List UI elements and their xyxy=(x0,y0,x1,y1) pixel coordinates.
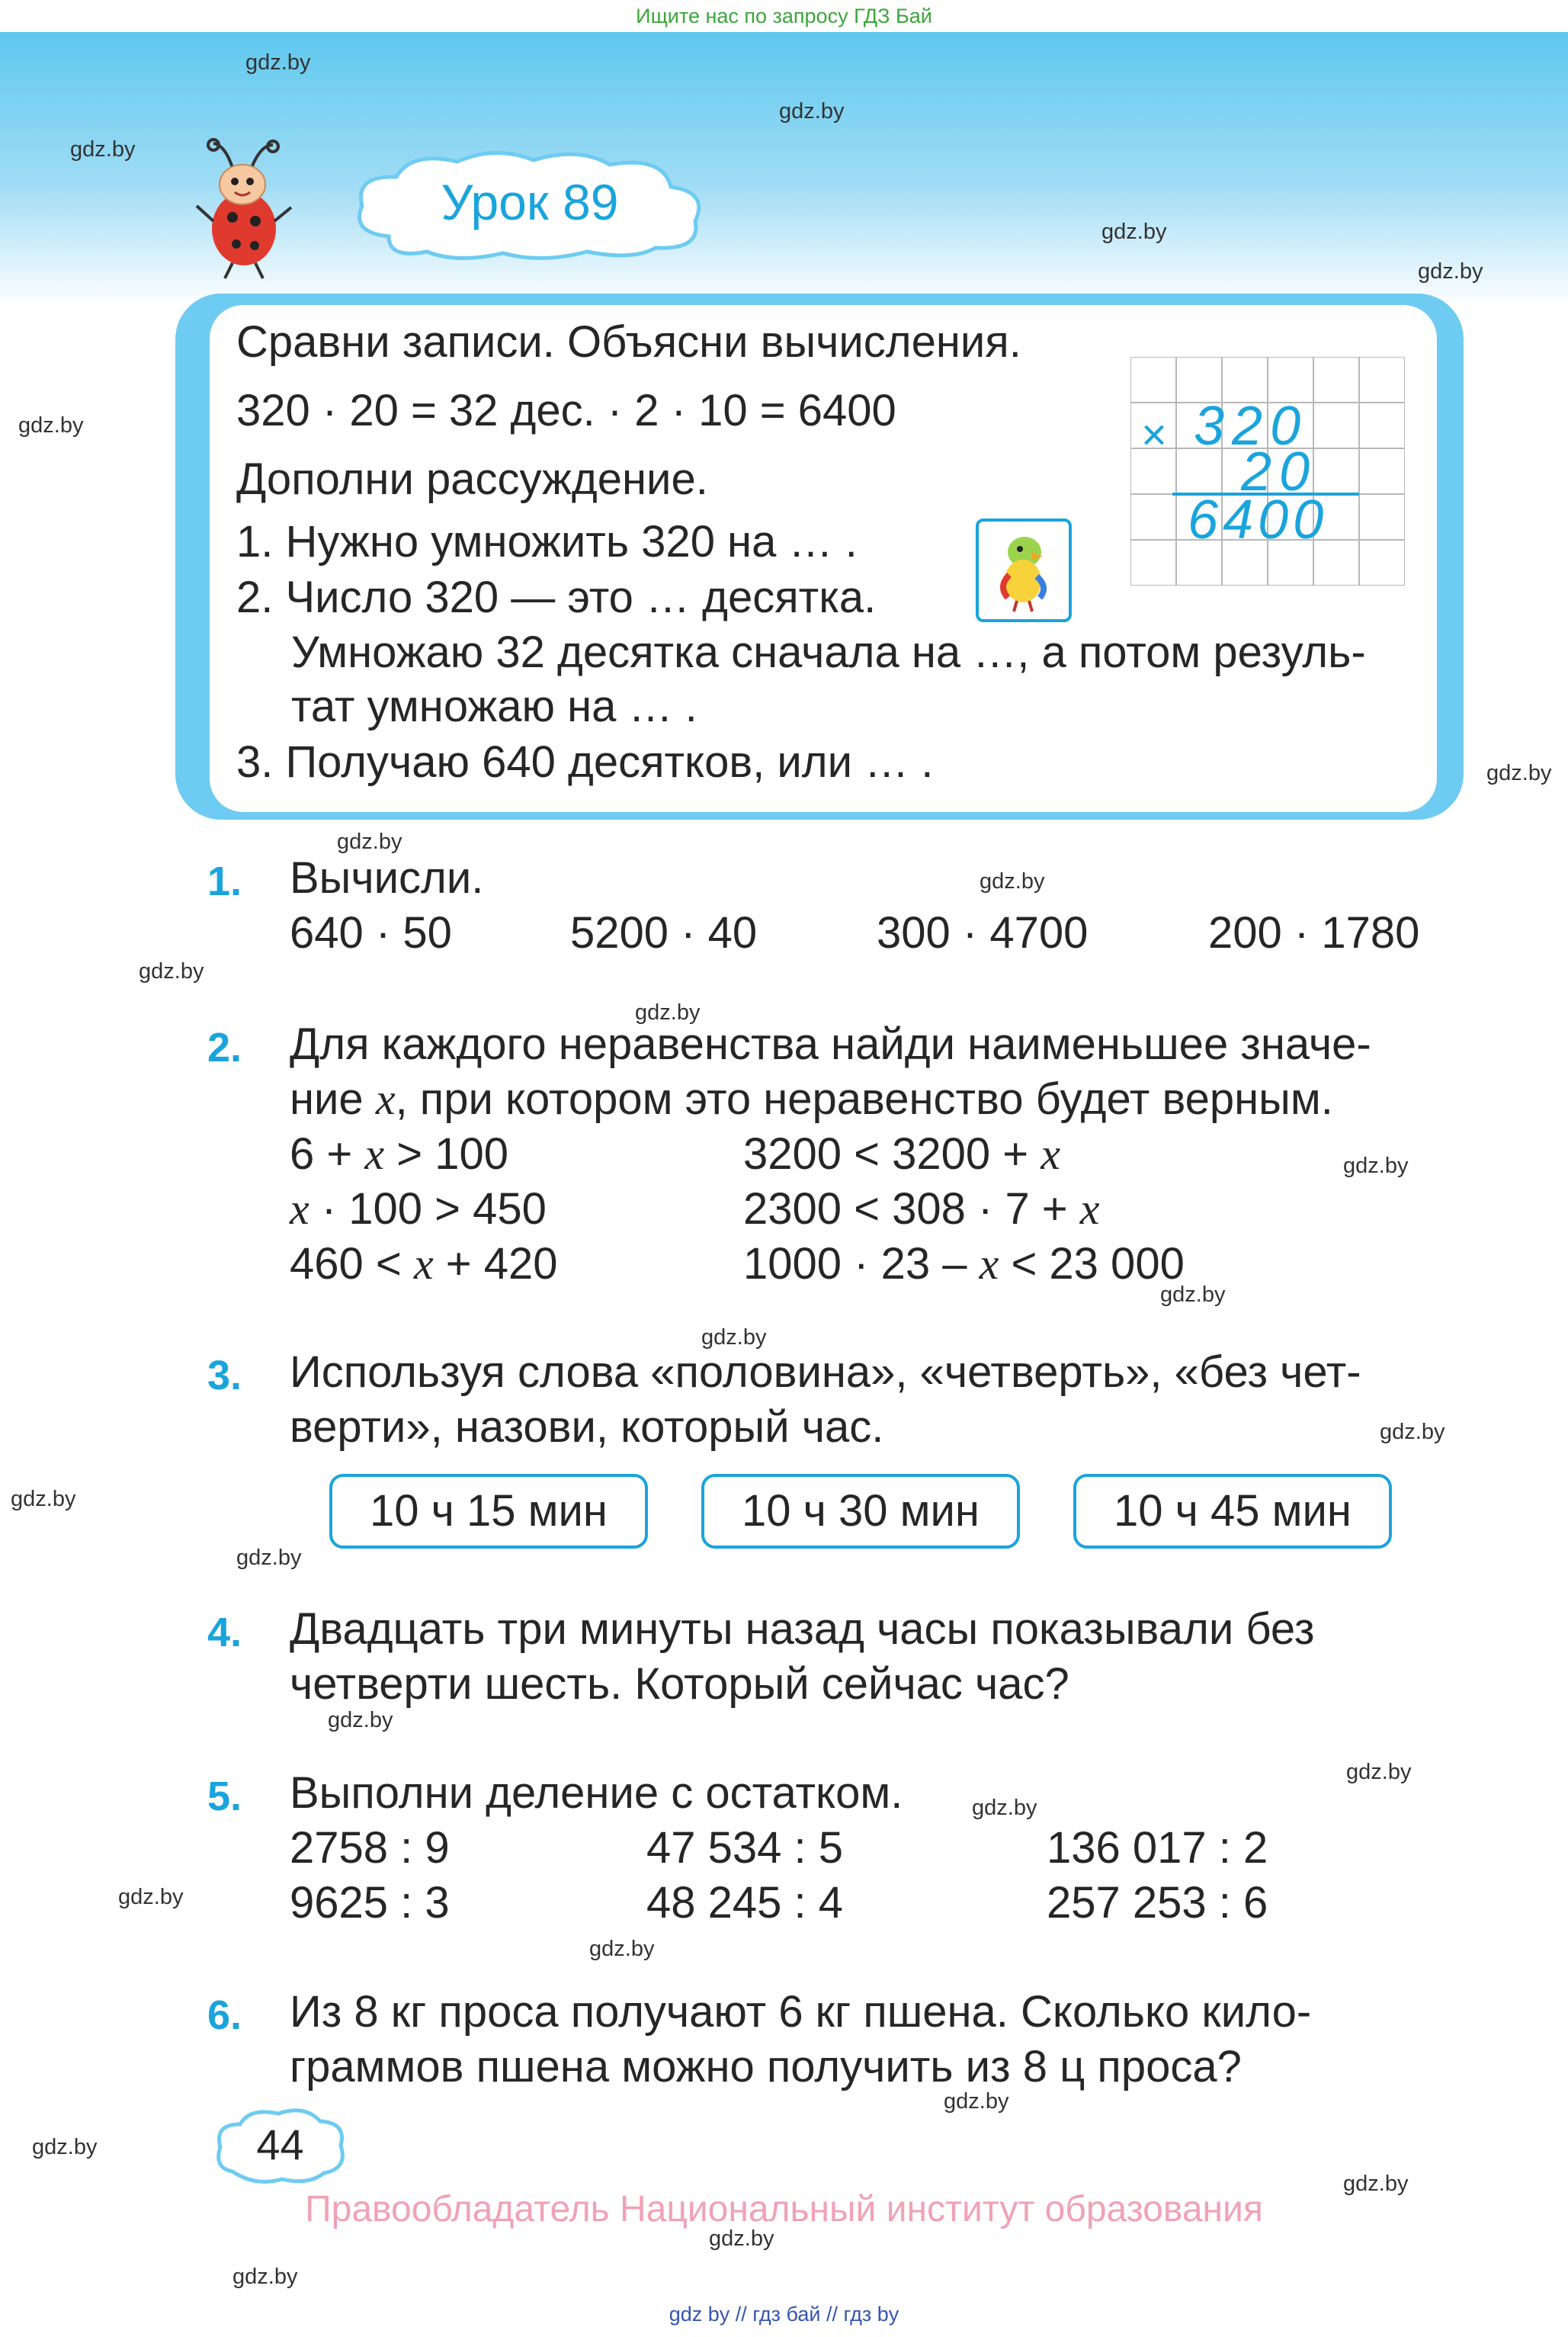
watermark: gdz.by xyxy=(1160,1282,1226,1307)
inequality: 460 < x + 420 xyxy=(290,1239,558,1289)
intro-line: Дополни рассуждение. xyxy=(236,454,708,504)
watermark: gdz.by xyxy=(635,1000,701,1025)
time-card: 10 ч 45 мин xyxy=(1073,1474,1392,1549)
inequality: x · 100 > 450 xyxy=(290,1184,547,1234)
copyright-notice: Правообладатель Национальный институт образования xyxy=(305,2189,1263,2229)
inequality: 3200 < 3200 + x xyxy=(743,1129,1061,1179)
watermark: gdz.by xyxy=(701,1325,767,1350)
inequality: 6 + x > 100 xyxy=(290,1129,508,1179)
division-expr: 136 017 : 2 xyxy=(1047,1823,1268,1873)
task4-text: Двадцать три минуты назад часы показывали без xyxy=(290,1604,1315,1654)
task1-title: Вычисли. xyxy=(290,853,484,903)
intro-item-cont: тат умножаю на … . xyxy=(291,682,697,731)
watermark: gdz.by xyxy=(589,1937,655,1961)
column-multiplication-grid xyxy=(1130,357,1405,589)
watermark: gdz.by xyxy=(139,959,204,984)
watermark: gdz.by xyxy=(709,2226,774,2251)
intro-equation: 320 · 20 = 32 дес. · 2 · 10 = 6400 xyxy=(236,386,896,435)
time-card: 10 ч 30 мин xyxy=(701,1474,1020,1549)
task4-text: четверти шесть. Который сейчас час? xyxy=(290,1659,1069,1709)
watermark: gdz.by xyxy=(1346,1760,1412,1784)
task-number: 4. xyxy=(207,1610,242,1655)
task1-expr: 5200 · 40 xyxy=(570,908,758,958)
division-expr: 257 253 : 6 xyxy=(1047,1878,1268,1928)
task2-text: ние x, при котором это неравенство будет верным. xyxy=(290,1074,1333,1124)
top-banner[interactable]: Ищите нас по запросу ГДЗ Бай xyxy=(636,5,932,27)
division-expr: 2758 : 9 xyxy=(290,1823,450,1873)
watermark: gdz.by xyxy=(11,1487,76,1511)
inequality: 2300 < 308 · 7 + x xyxy=(743,1184,1100,1234)
task3-text: Используя слова «половина», «четверть», «без чет- xyxy=(290,1347,1361,1397)
mult-result: 6400 xyxy=(1188,490,1329,551)
intro-item: 2. Число 320 — это … десятка. xyxy=(236,573,877,622)
watermark: gdz.by xyxy=(70,137,136,162)
mult-bottom: 20 xyxy=(1241,441,1318,502)
ladybug-illustration xyxy=(191,137,297,282)
watermark: gdz.by xyxy=(18,413,84,438)
watermark: gdz.by xyxy=(1343,2172,1409,2196)
watermark: gdz.by xyxy=(236,1546,302,1570)
watermark: gdz.by xyxy=(980,869,1045,894)
watermark: gdz.by xyxy=(118,1885,184,1909)
watermark: gdz.by xyxy=(328,1708,393,1732)
watermark: gdz.by xyxy=(232,2265,298,2289)
intro-item: 1. Нужно умножить 320 на … . xyxy=(236,517,858,567)
mult-top: 320 xyxy=(1194,396,1309,457)
watermark: gdz.by xyxy=(972,1796,1037,1820)
task2-text: Для каждого неравенства найди наименьшее значе- xyxy=(290,1019,1371,1069)
watermark: gdz.by xyxy=(337,830,402,854)
watermark: gdz.by xyxy=(1486,761,1552,785)
intro-line: Сравни записи. Объясни вычисления. xyxy=(236,317,1021,367)
time-card: 10 ч 15 мин xyxy=(329,1474,648,1549)
task6-text: граммов пшена можно получить из 8 ц проса? xyxy=(290,2042,1242,2091)
task-number: 3. xyxy=(207,1353,242,1398)
watermark: gdz.by xyxy=(779,99,845,124)
watermark: gdz.by xyxy=(245,50,311,75)
inequality: 1000 · 23 – x < 23 000 xyxy=(743,1239,1185,1289)
task1-expr: 200 · 1780 xyxy=(1208,908,1420,958)
division-expr: 9625 : 3 xyxy=(290,1878,450,1928)
task-number: 1. xyxy=(207,859,242,904)
watermark: gdz.by xyxy=(1380,1420,1445,1444)
task1-expr: 640 · 50 xyxy=(290,908,452,958)
mult-sign: × xyxy=(1141,410,1167,460)
page-number: 44 xyxy=(256,2120,304,2168)
division-expr: 48 245 : 4 xyxy=(646,1878,843,1928)
watermark: gdz.by xyxy=(1418,259,1483,284)
lesson-title-cloud xyxy=(343,145,717,263)
intro-item-cont: Умножаю 32 десятка сначала на …, а потом резуль- xyxy=(291,628,1366,677)
task-number: 2. xyxy=(207,1025,242,1071)
task1-expr: 300 · 4700 xyxy=(877,908,1089,958)
lesson-title: Урок 89 xyxy=(441,174,619,230)
watermark: gdz.by xyxy=(1101,220,1167,244)
parrot-hint-icon xyxy=(976,518,1072,622)
division-expr: 47 534 : 5 xyxy=(646,1823,843,1873)
watermark: gdz.by xyxy=(32,2135,98,2159)
intro-item: 3. Получаю 640 десятков, или … . xyxy=(236,737,934,787)
watermark: gdz.by xyxy=(1343,1154,1409,1178)
task3-text: верти», назови, который час. xyxy=(290,1402,884,1452)
task-number: 6. xyxy=(207,1992,242,2038)
task6-text: Из 8 кг проса получают 6 кг пшена. Сколько кило- xyxy=(290,1987,1312,2037)
task5-title: Выполни деление с остатком. xyxy=(290,1768,903,1818)
watermark: gdz.by xyxy=(944,2089,1009,2114)
task-number: 5. xyxy=(207,1774,242,1819)
bottom-links[interactable]: gdz by // гдз бай // гдз by xyxy=(669,2303,899,2326)
